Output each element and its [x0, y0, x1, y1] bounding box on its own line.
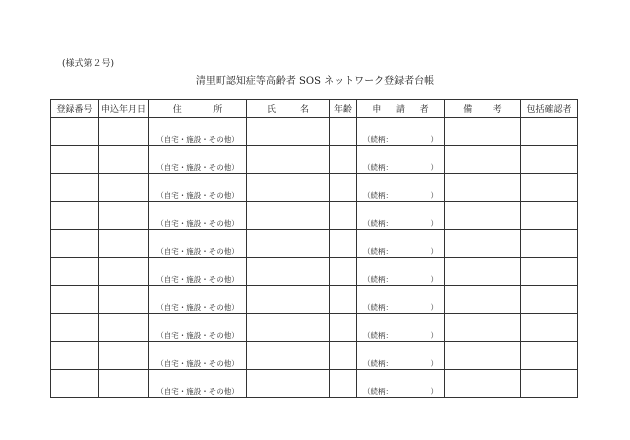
- cell-application-date[interactable]: [99, 202, 149, 230]
- col-name-char-1: 氏: [266, 105, 276, 115]
- cell-applicant[interactable]: [357, 202, 445, 230]
- relationship-close: ）: [430, 331, 438, 340]
- table-row: [51, 230, 578, 258]
- cell-age[interactable]: [330, 314, 357, 342]
- cell-age[interactable]: [330, 118, 357, 146]
- address-type-hint: （自宅・施設・その他）: [156, 191, 239, 200]
- cell-comprehensive-confirmer[interactable]: [521, 202, 578, 230]
- relationship-hint: [357, 286, 444, 313]
- cell-age[interactable]: [330, 230, 357, 258]
- cell-remarks[interactable]: [445, 174, 521, 202]
- relationship-hint: [357, 118, 444, 145]
- relationship-hint: [357, 314, 444, 341]
- relationship-hint: [357, 146, 444, 173]
- address-type-hint: （自宅・施設・その他）: [156, 135, 239, 144]
- cell-name[interactable]: [247, 370, 330, 398]
- cell-application-date[interactable]: [99, 258, 149, 286]
- cell-comprehensive-confirmer[interactable]: [521, 118, 578, 146]
- cell-remarks[interactable]: [445, 286, 521, 314]
- relationship-hint: [357, 342, 444, 369]
- table-row: [51, 174, 578, 202]
- cell-applicant[interactable]: [357, 258, 445, 286]
- col-applicant-char-2: 請: [395, 105, 405, 115]
- cell-application-date[interactable]: [99, 342, 149, 370]
- cell-applicant[interactable]: [357, 230, 445, 258]
- col-comprehensive-confirmer: 包括確認者: [521, 100, 578, 118]
- cell-address[interactable]: [149, 286, 247, 314]
- cell-address[interactable]: [149, 258, 247, 286]
- cell-remarks[interactable]: [445, 146, 521, 174]
- cell-applicant[interactable]: [357, 342, 445, 370]
- cell-registration-number[interactable]: [51, 314, 99, 342]
- cell-remarks[interactable]: [445, 342, 521, 370]
- cell-name[interactable]: [247, 202, 330, 230]
- relationship-close: ）: [430, 135, 438, 144]
- registry-table: [50, 99, 578, 398]
- header-row: [51, 100, 578, 118]
- table-row: [51, 118, 578, 146]
- col-address-char-2: 所: [213, 105, 223, 115]
- table-row: [51, 202, 578, 230]
- cell-comprehensive-confirmer[interactable]: [521, 258, 578, 286]
- cell-remarks[interactable]: [445, 118, 521, 146]
- relationship-hint: [357, 202, 444, 229]
- cell-registration-number[interactable]: [51, 342, 99, 370]
- table-row: [51, 146, 578, 174]
- relationship-label: （続柄：: [363, 191, 393, 200]
- address-type-hint: （自宅・施設・その他）: [156, 331, 239, 340]
- cell-registration-number[interactable]: [51, 230, 99, 258]
- cell-registration-number[interactable]: [51, 286, 99, 314]
- cell-comprehensive-confirmer[interactable]: [521, 174, 578, 202]
- relationship-label: （続柄：: [363, 247, 393, 256]
- cell-age[interactable]: [330, 202, 357, 230]
- cell-remarks[interactable]: [445, 370, 521, 398]
- cell-application-date[interactable]: [99, 314, 149, 342]
- address-type-hint: （自宅・施設・その他）: [156, 275, 239, 284]
- cell-registration-number[interactable]: [51, 258, 99, 286]
- relationship-close: ）: [430, 303, 438, 312]
- table-row: [51, 286, 578, 314]
- cell-name[interactable]: [247, 118, 330, 146]
- cell-comprehensive-confirmer[interactable]: [521, 230, 578, 258]
- cell-address[interactable]: [149, 342, 247, 370]
- cell-name[interactable]: [247, 230, 330, 258]
- cell-registration-number[interactable]: [51, 370, 99, 398]
- cell-comprehensive-confirmer[interactable]: [521, 370, 578, 398]
- cell-name[interactable]: [247, 342, 330, 370]
- cell-address[interactable]: [149, 230, 247, 258]
- cell-address[interactable]: [149, 118, 247, 146]
- col-remarks-char-1: 備: [463, 105, 473, 115]
- table-row: [51, 342, 578, 370]
- cell-applicant[interactable]: [357, 146, 445, 174]
- relationship-label: （続柄：: [363, 219, 393, 228]
- cell-address[interactable]: [149, 314, 247, 342]
- relationship-hint: [357, 174, 444, 201]
- cell-age[interactable]: [330, 286, 357, 314]
- cell-registration-number[interactable]: [51, 174, 99, 202]
- address-type-hint: （自宅・施設・その他）: [156, 163, 239, 172]
- relationship-label: （続柄：: [363, 135, 393, 144]
- cell-comprehensive-confirmer[interactable]: [521, 342, 578, 370]
- relationship-hint: [357, 230, 444, 257]
- cell-name[interactable]: [247, 286, 330, 314]
- cell-registration-number[interactable]: [51, 202, 99, 230]
- relationship-label: （続柄：: [363, 303, 393, 312]
- cell-address[interactable]: [149, 174, 247, 202]
- cell-address[interactable]: [149, 146, 247, 174]
- cell-name[interactable]: [247, 314, 330, 342]
- cell-name[interactable]: [247, 258, 330, 286]
- address-type-hint: （自宅・施設・その他）: [156, 387, 239, 396]
- cell-address[interactable]: [149, 370, 247, 398]
- cell-name[interactable]: [247, 146, 330, 174]
- relationship-close: ）: [430, 359, 438, 368]
- cell-age[interactable]: [330, 174, 357, 202]
- cell-age[interactable]: [330, 370, 357, 398]
- relationship-hint: [357, 370, 444, 397]
- relationship-close: ）: [430, 387, 438, 396]
- relationship-close: ）: [430, 275, 438, 284]
- relationship-label: （続柄：: [363, 275, 393, 284]
- cell-remarks[interactable]: [445, 230, 521, 258]
- cell-application-date[interactable]: [99, 370, 149, 398]
- page-title: 清里町認知症等高齢者 SOS ネットワーク登録者台帳: [195, 76, 435, 87]
- relationship-hint: [357, 258, 444, 285]
- col-application-date: 申込年月日: [99, 100, 149, 118]
- col-registration-number: 登録番号: [51, 100, 99, 118]
- address-type-hint: （自宅・施設・その他）: [156, 219, 239, 228]
- form-number: (様式第２号): [62, 59, 115, 69]
- cell-age[interactable]: [330, 258, 357, 286]
- relationship-close: ）: [430, 163, 438, 172]
- relationship-close: ）: [430, 247, 438, 256]
- cell-registration-number[interactable]: [51, 118, 99, 146]
- cell-comprehensive-confirmer[interactable]: [521, 286, 578, 314]
- col-remarks-char-2: 考: [492, 105, 502, 115]
- relationship-label: （続柄：: [363, 331, 393, 340]
- cell-application-date[interactable]: [99, 174, 149, 202]
- col-age: 年齢: [330, 100, 357, 118]
- cell-applicant[interactable]: [357, 370, 445, 398]
- cell-registration-number[interactable]: [51, 146, 99, 174]
- cell-remarks[interactable]: [445, 258, 521, 286]
- cell-application-date[interactable]: [99, 146, 149, 174]
- table-row: [51, 314, 578, 342]
- cell-applicant[interactable]: [357, 118, 445, 146]
- cell-applicant[interactable]: [357, 174, 445, 202]
- cell-age[interactable]: [330, 342, 357, 370]
- relationship-close: ）: [430, 219, 438, 228]
- address-type-hint: （自宅・施設・その他）: [156, 359, 239, 368]
- relationship-label: （続柄：: [363, 387, 393, 396]
- relationship-label: （続柄：: [363, 163, 393, 172]
- cell-remarks[interactable]: [445, 202, 521, 230]
- address-type-hint: （自宅・施設・その他）: [156, 303, 239, 312]
- col-name: [247, 100, 330, 118]
- cell-name[interactable]: [247, 174, 330, 202]
- address-type-hint: （自宅・施設・その他）: [156, 247, 239, 256]
- col-address: [149, 100, 247, 118]
- cell-application-date[interactable]: [99, 118, 149, 146]
- cell-comprehensive-confirmer[interactable]: [521, 314, 578, 342]
- col-address-char-1: 住: [172, 105, 182, 115]
- cell-applicant[interactable]: [357, 314, 445, 342]
- col-name-char-2: 名: [299, 105, 309, 115]
- col-remarks: [445, 100, 521, 118]
- cell-applicant[interactable]: [357, 286, 445, 314]
- table-row: [51, 258, 578, 286]
- cell-age[interactable]: [330, 146, 357, 174]
- cell-application-date[interactable]: [99, 230, 149, 258]
- cell-application-date[interactable]: [99, 286, 149, 314]
- col-applicant: [357, 100, 445, 118]
- table-row: [51, 370, 578, 398]
- col-applicant-char-3: 者: [419, 105, 429, 115]
- cell-comprehensive-confirmer[interactable]: [521, 146, 578, 174]
- col-applicant-char-1: 申: [372, 105, 382, 115]
- cell-remarks[interactable]: [445, 314, 521, 342]
- relationship-close: ）: [430, 191, 438, 200]
- relationship-label: （続柄：: [363, 359, 393, 368]
- cell-address[interactable]: [149, 202, 247, 230]
